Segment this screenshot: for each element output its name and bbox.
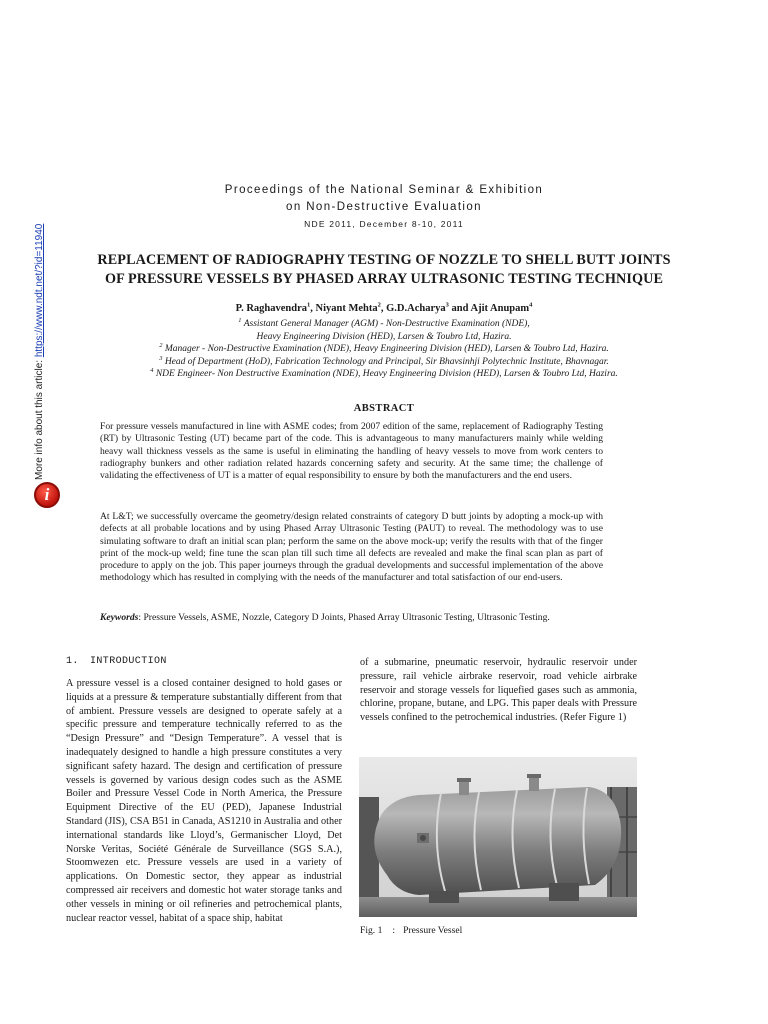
affiliation-text: Assistant General Manager (AGM) - Non-Destructive Examination (NDE), bbox=[241, 319, 530, 329]
affiliation-sup: 4 bbox=[150, 366, 154, 374]
figure-caption bbox=[360, 925, 462, 936]
affiliation-text: Manager - Non-Destructive Examination (NDE), Heavy Engineering Division (HED), Larsen & Toubro Ltd, Hazira. bbox=[162, 344, 609, 354]
figure-caption-text: Pressure Vessel bbox=[403, 925, 463, 936]
proceedings-line-2: on Non-Destructive Evaluation bbox=[286, 201, 482, 213]
affiliation-sup: 2 bbox=[159, 341, 163, 349]
author-sup: 1 bbox=[307, 301, 311, 309]
pressure-vessel-photo bbox=[359, 757, 637, 917]
article-info-prefix: More info about this article: bbox=[34, 357, 45, 480]
author-sep: , bbox=[380, 303, 387, 314]
affiliation-line bbox=[0, 368, 768, 381]
author-name: Ajit Anupam bbox=[470, 303, 530, 314]
abstract-paragraph-1: For pressure vessels manufactured in line with ASME codes; from 2007 edition of the same, replacement of Radiography Testing (RT) by Ultrasonic Testing (UT) became part of the code. This is advantageous to many manufacturers mainly while welding heavy wall thickness vessels as the same is useful in eliminating the handling of heavy vessels to move from work centers to radiography bunkers and other radiation related hazards concerning safety and security. At the same time; the challenge of validating the effectiveness of UT is a matter of equal responsibility to ensure by both the manufacturers and the end users. bbox=[100, 421, 603, 482]
affiliation-text: NDE Engineer- Non Destructive Examination (NDE), Heavy Engineering Division (HED), Larsen & Toubro Ltd, Hazira. bbox=[153, 369, 618, 379]
author-list bbox=[0, 303, 768, 314]
abstract-heading: ABSTRACT bbox=[353, 403, 415, 414]
author-name: G.D.Acharya bbox=[386, 303, 446, 314]
info-icon[interactable]: i bbox=[34, 482, 60, 508]
affiliation-text: Head of Department (HoD), Fabrication Technology and Principal, Sir Bhavsinhji Polytechnic Institute, Bhavnagar. bbox=[162, 356, 609, 367]
figure-label: Fig. 1 bbox=[360, 925, 383, 936]
keywords bbox=[100, 612, 603, 624]
author-sup: 3 bbox=[445, 301, 449, 309]
intro-right-column: of a submarine, pneumatic reservoir, hydraulic reservoir under pressure, rail vehicle airbrake reservoir, road vehicle airbrake reservoir and storage vessels for liquefied gases such as ammonia, chlorine, propane, butane, and LPG. This paper deals with Pressure vessels confined to the petrochemical industries. (Refer Figure 1) bbox=[360, 657, 637, 724]
proceedings-line-3: NDE 2011, December 8-10, 2011 bbox=[304, 219, 464, 229]
title-line-2: OF PRESSURE VESSELS BY PHASED ARRAY ULTRASONIC TESTING TECHNIQUE bbox=[104, 271, 664, 287]
affiliation-line bbox=[0, 318, 768, 331]
affiliation-sup: 3 bbox=[159, 354, 163, 362]
title-line-1: REPLACEMENT OF RADIOGRAPHY TESTING OF NOZZLE TO SHELL BUTT JOINTS bbox=[97, 252, 671, 268]
affiliation-sup: 1 bbox=[238, 316, 242, 324]
keywords-label: Keywords bbox=[100, 612, 139, 623]
figure-sep: : bbox=[392, 925, 396, 936]
author-name: Niyant Mehta bbox=[315, 303, 378, 314]
author-sep: , bbox=[310, 303, 316, 314]
section-title: INTRODUCTION bbox=[90, 656, 167, 667]
side-banner bbox=[12, 0, 56, 1024]
keywords-text: : Pressure Vessels, ASME, Nozzle, Category D Joints, Phased Array Ultrasonic Testing, Ultrasonic Testing. bbox=[138, 612, 550, 623]
paper-title bbox=[0, 251, 768, 289]
proceedings-line-1: Proceedings of the National Seminar & Exhibition bbox=[224, 184, 544, 196]
author-sup: 2 bbox=[377, 301, 381, 309]
author-sup: 4 bbox=[529, 301, 533, 309]
affiliation-line bbox=[0, 343, 768, 356]
intro-left-column: A pressure vessel is a closed container designed to hold gases or liquids at a pressure & temperature substantially different from that of ambient. Pressure vessels are designed to operate safely at a specific pressure and temperature technically referred to as the “Design Pressure” and “Design Temperature”. A vessel that is inadequately designed to handle a high pressure constitutes a very significant safety hazard. The design and certification of pressure vessels is governed by various design codes such as the ASME Boiler and Pressure Vessel Code in North America, the Pressure Equipment Directive of the EU (PED), Japanese Industrial Standard (JIS), CSA B51 in Canada, AS1210 in Australia and other international standards like Lloyd’s, Germanischer Lloyd, Det Norske Veritas, Société Générale de Surveillance (SGS S.A.), Stoomwezen etc. Pressure vessels are used in a variety of applications. On Domestic sector, they appear as industrial compressed air receivers and domestic hot water storage tanks and other vessels in mining or oil refineries and petrochemical plants, nuclear reactor vessel, habitat of a space ship, habitat bbox=[66, 678, 342, 924]
affiliations bbox=[0, 318, 768, 381]
section-heading bbox=[66, 656, 167, 667]
section-number: 1. bbox=[66, 656, 79, 667]
proceedings-header bbox=[0, 182, 768, 233]
affiliation-line bbox=[0, 356, 768, 369]
author-name: P. Raghavendra bbox=[235, 303, 307, 314]
affiliation-text: Heavy Engineering Division (HED), Larsen & Toubro Ltd, Hazira. bbox=[256, 331, 512, 342]
affiliation-line bbox=[0, 331, 768, 344]
abstract-paragraph-2: At L&T; we successfully overcame the geometry/design related constraints of category D butt joints by adopting a mock-up with defects at all probable locations and by using Phased Array Ultrasonic Testing (PAUT) to reveal. The methodology was to use simulating software to draft an initial scan plan; perform the same on the above mock-up; verify the results with that of the finger print of the mock-up weld; fine tune the scan plan till such time all defects are revealed and make the final scan plan as part of procedure to apply on the job. This paper journeys through the gradual developments and successful implementation of the above methodology which has resulted in complying with the needs of the manufacturer and total satisfaction of our end-users. bbox=[100, 511, 603, 584]
article-link[interactable]: https://www.ndt.net/?id=11940 bbox=[34, 223, 45, 358]
author-sep: and bbox=[448, 303, 471, 314]
